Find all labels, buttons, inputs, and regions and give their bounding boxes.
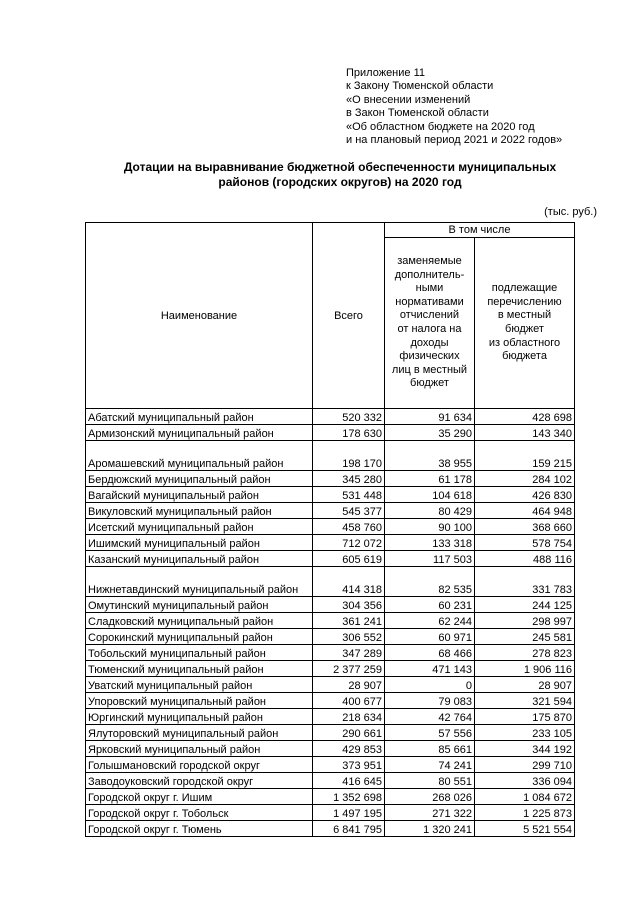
row-name: Вагайский муниципальный район <box>86 487 313 503</box>
row-total: 429 853 <box>313 741 385 757</box>
row-total: 306 552 <box>313 629 385 645</box>
row-transfer: 245 581 <box>475 629 575 645</box>
document-title <box>90 160 590 190</box>
table-row <box>86 613 575 629</box>
row-total: 400 677 <box>313 693 385 709</box>
table-row <box>86 551 575 567</box>
row-name: Уватский муниципальный район <box>86 677 313 693</box>
row-replaced: 62 244 <box>385 613 475 629</box>
row-transfer: 159 215 <box>475 441 575 471</box>
table-row <box>86 661 575 677</box>
row-name: Исетский муниципальный район <box>86 519 313 535</box>
row-replaced: 35 290 <box>385 425 475 441</box>
row-replaced: 74 241 <box>385 757 475 773</box>
header-including: В том числе <box>385 223 575 238</box>
row-name: Аромашевский муниципальный район <box>86 441 313 471</box>
row-name: Казанский муниципальный район <box>86 551 313 567</box>
row-total: 347 289 <box>313 645 385 661</box>
row-replaced: 82 535 <box>385 567 475 597</box>
row-total: 1 497 195 <box>313 805 385 821</box>
row-replaced: 0 <box>385 677 475 693</box>
row-total: 545 377 <box>313 503 385 519</box>
row-name: Заводоуковский городской округ <box>86 773 313 789</box>
table-row <box>86 535 575 551</box>
header-replaced-line: бюджет <box>410 377 449 390</box>
header-replaced-line: доходы <box>410 336 449 349</box>
table-row <box>86 471 575 487</box>
row-transfer: 175 870 <box>475 709 575 725</box>
row-replaced: 68 466 <box>385 645 475 661</box>
table-row <box>86 789 575 805</box>
row-name: Абатский муниципальный район <box>86 409 313 425</box>
table-row <box>86 677 575 693</box>
row-total: 414 318 <box>313 567 385 597</box>
appendix-line: Приложение 11 <box>346 67 425 79</box>
row-total: 373 951 <box>313 757 385 773</box>
header-replaced-line: нормативами <box>395 295 464 308</box>
row-transfer: 488 116 <box>475 551 575 567</box>
row-total: 458 760 <box>313 519 385 535</box>
header-transfer-line: перечислению <box>487 295 562 308</box>
table-row <box>86 645 575 661</box>
row-name: Сладковский муниципальный район <box>86 613 313 629</box>
table-row <box>86 693 575 709</box>
row-total: 28 907 <box>313 677 385 693</box>
appendix-line: к Закону Тюменской области <box>346 80 494 93</box>
row-total: 416 645 <box>313 773 385 789</box>
header-replaced <box>385 238 475 409</box>
header-replaced-line: заменяемые <box>397 255 462 268</box>
row-transfer: 299 710 <box>475 757 575 773</box>
header-replaced-line: отчислений <box>399 309 460 322</box>
row-name: Бердюжский муниципальный район <box>86 471 313 487</box>
row-transfer: 1 906 116 <box>475 661 575 677</box>
row-transfer: 298 997 <box>475 613 575 629</box>
row-total: 520 332 <box>313 409 385 425</box>
table-row <box>86 773 575 789</box>
row-name: Сорокинский муниципальный район <box>86 629 313 645</box>
row-replaced: 268 026 <box>385 789 475 805</box>
appendix-line: в Закон Тюменской области <box>346 107 489 120</box>
table-row <box>86 757 575 773</box>
row-replaced: 80 429 <box>385 503 475 519</box>
row-total: 605 619 <box>313 551 385 567</box>
row-name: Упоровский муниципальный район <box>86 693 313 709</box>
row-transfer: 143 340 <box>475 425 575 441</box>
header-transfer <box>475 238 575 409</box>
row-transfer: 428 698 <box>475 409 575 425</box>
row-total: 218 634 <box>313 709 385 725</box>
row-name: Армизонский муниципальный район <box>86 425 313 441</box>
title-line: Дотации на выравнивание бюджетной обеспеченности муниципальных <box>123 160 557 174</box>
row-total: 1 352 698 <box>313 789 385 805</box>
table-row <box>86 597 575 613</box>
row-name: Викуловский муниципальный район <box>86 503 313 519</box>
row-transfer: 233 105 <box>475 725 575 741</box>
row-transfer: 1 225 873 <box>475 805 575 821</box>
row-replaced: 60 971 <box>385 629 475 645</box>
header-replaced-line: физических <box>399 350 460 363</box>
row-transfer: 336 094 <box>475 773 575 789</box>
row-name: Тобольский муниципальный район <box>86 645 313 661</box>
row-transfer: 244 125 <box>475 597 575 613</box>
table-row <box>86 741 575 757</box>
row-name: Нижнетавдинский муниципальный район <box>86 567 313 597</box>
header-total: Всего <box>313 223 385 409</box>
row-replaced: 271 322 <box>385 805 475 821</box>
header-transfer-line: подлежащие <box>491 282 558 295</box>
row-total: 290 661 <box>313 725 385 741</box>
row-replaced: 60 231 <box>385 597 475 613</box>
table-row <box>86 409 575 425</box>
header-replaced-line: лиц в местный <box>391 363 468 376</box>
row-name: Ишимский муниципальный район <box>86 535 313 551</box>
row-replaced: 471 143 <box>385 661 475 677</box>
row-total: 531 448 <box>313 487 385 503</box>
table-row <box>86 709 575 725</box>
row-replaced: 91 634 <box>385 409 475 425</box>
table-row <box>86 503 575 519</box>
row-total: 198 170 <box>313 441 385 471</box>
row-transfer: 321 594 <box>475 693 575 709</box>
table-row <box>86 821 575 837</box>
header-name: Наименование <box>86 223 313 409</box>
table-row <box>86 441 575 471</box>
row-transfer: 578 754 <box>475 535 575 551</box>
row-name: Городской округ г. Тобольск <box>86 805 313 821</box>
subsidies-table <box>85 222 575 837</box>
row-transfer: 5 521 554 <box>475 821 575 837</box>
row-transfer: 278 823 <box>475 645 575 661</box>
appendix-line: и на плановый период 2021 и 2022 годов» <box>346 134 563 147</box>
row-replaced: 38 955 <box>385 441 475 471</box>
row-replaced: 57 556 <box>385 725 475 741</box>
table-row <box>86 519 575 535</box>
row-transfer: 284 102 <box>475 471 575 487</box>
row-replaced: 133 318 <box>385 535 475 551</box>
table-row <box>86 629 575 645</box>
row-total: 345 280 <box>313 471 385 487</box>
appendix-line: «О внесении изменений <box>346 93 471 106</box>
row-total: 178 630 <box>313 425 385 441</box>
table-row <box>86 725 575 741</box>
row-name: Ялуторовский муниципальный район <box>86 725 313 741</box>
row-total: 712 072 <box>313 535 385 551</box>
row-transfer: 1 084 672 <box>475 789 575 805</box>
row-total: 6 841 795 <box>313 821 385 837</box>
row-transfer: 331 783 <box>475 567 575 597</box>
row-replaced: 61 178 <box>385 471 475 487</box>
row-replaced: 90 100 <box>385 519 475 535</box>
row-name: Городской округ г. Тюмень <box>86 821 313 837</box>
row-replaced: 42 764 <box>385 709 475 725</box>
row-replaced: 1 320 241 <box>385 821 475 837</box>
appendix-line: «Об областном бюджете на 2020 год <box>346 120 535 133</box>
row-total: 361 241 <box>313 613 385 629</box>
units-label: (тыс. руб.) <box>544 206 597 218</box>
header-replaced-line: от налога на <box>397 323 462 335</box>
row-transfer: 28 907 <box>475 677 575 693</box>
row-name: Тюменский муниципальный район <box>86 661 313 677</box>
header-transfer-line: бюджет <box>505 323 544 335</box>
header-replaced-line: ными <box>415 282 444 295</box>
row-replaced: 80 551 <box>385 773 475 789</box>
row-name: Голышмановский городской округ <box>86 757 313 773</box>
row-transfer: 464 948 <box>475 503 575 519</box>
appendix-block <box>346 67 562 147</box>
row-replaced: 85 661 <box>385 741 475 757</box>
row-replaced: 104 618 <box>385 487 475 503</box>
header-replaced-line: дополнитель- <box>394 268 465 281</box>
table-row <box>86 487 575 503</box>
row-replaced: 117 503 <box>385 551 475 567</box>
table-row <box>86 805 575 821</box>
row-name: Омутинский муниципальный район <box>86 597 313 613</box>
row-name: Юргинский муниципальный район <box>86 709 313 725</box>
header-transfer-line: бюджета <box>502 350 547 363</box>
row-name: Ярковский муниципальный район <box>86 741 313 757</box>
row-total: 304 356 <box>313 597 385 613</box>
row-transfer: 344 192 <box>475 741 575 757</box>
row-transfer: 426 830 <box>475 487 575 503</box>
row-total: 2 377 259 <box>313 661 385 677</box>
header-transfer-line: из областного <box>488 336 561 349</box>
row-transfer: 368 660 <box>475 519 575 535</box>
table-row <box>86 567 575 597</box>
title-line: районов (городских округов) на 2020 год <box>218 175 462 189</box>
header-transfer-line: в местный <box>497 309 552 322</box>
table-row <box>86 425 575 441</box>
row-name: Городской округ г. Ишим <box>86 789 313 805</box>
row-replaced: 79 083 <box>385 693 475 709</box>
